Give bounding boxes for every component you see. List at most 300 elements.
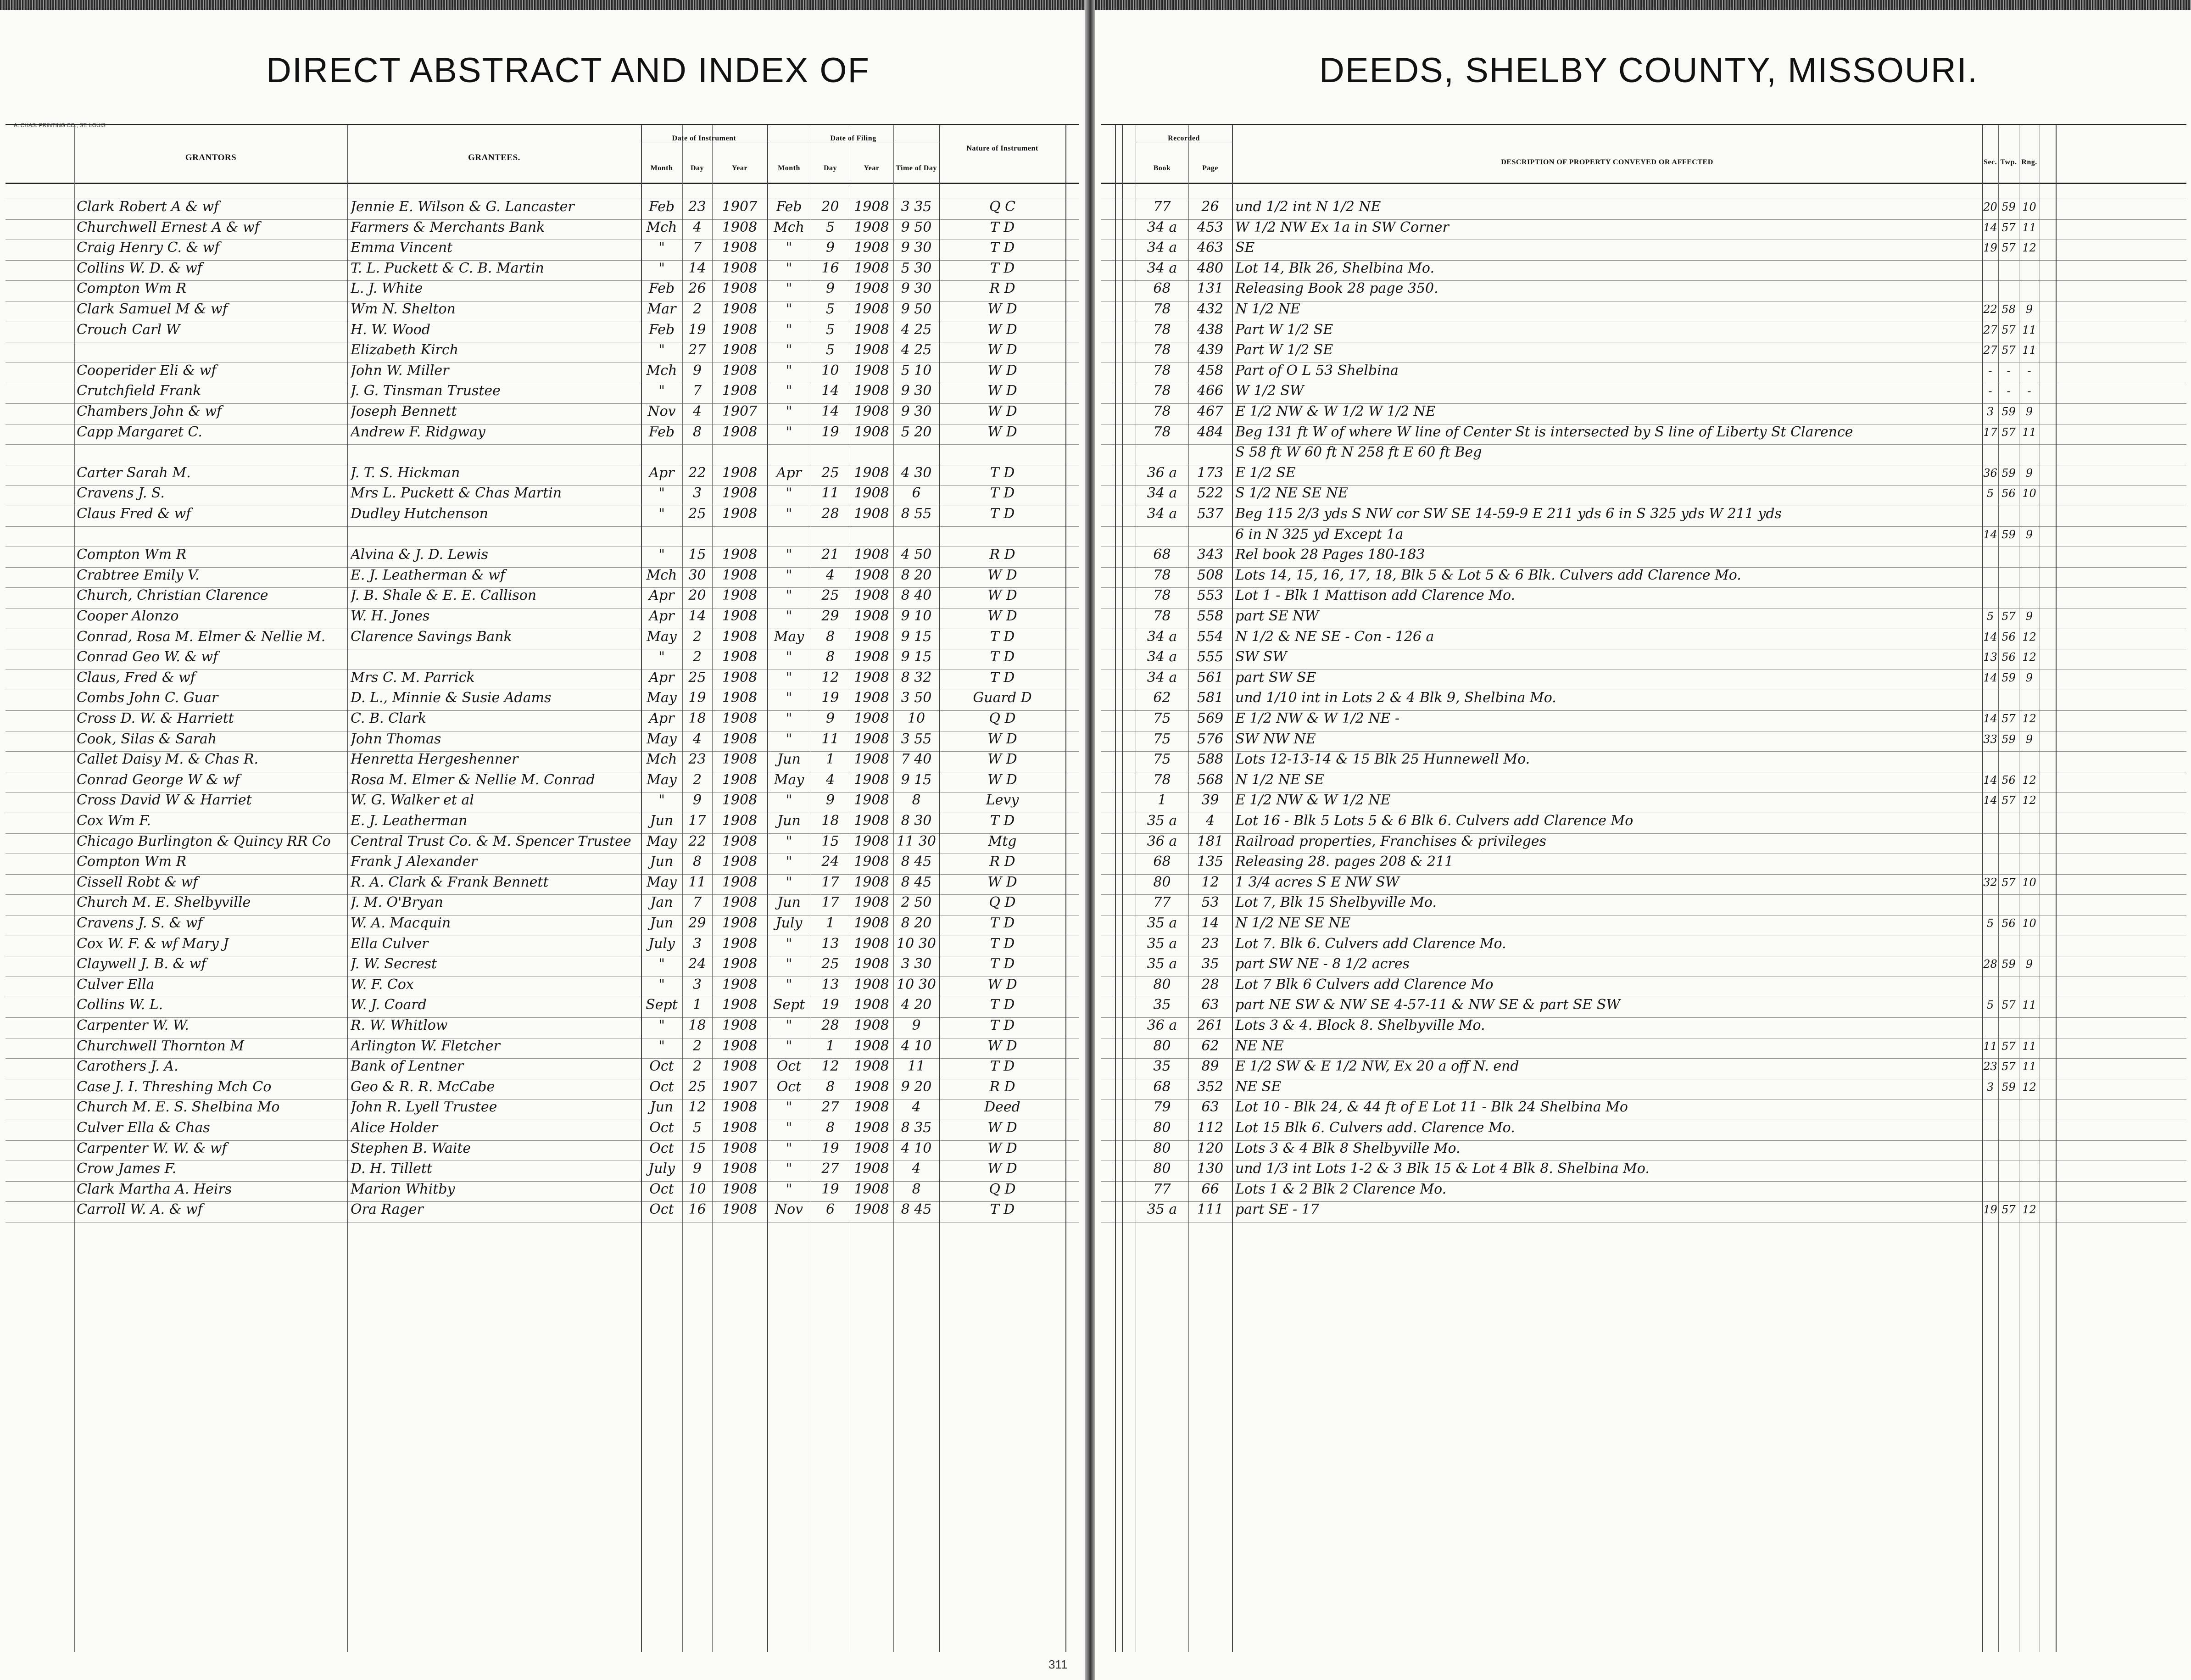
time-cell: 11 30	[897, 833, 936, 849]
inst-day-cell: 3	[692, 935, 702, 952]
file-year-cell: 1908	[854, 813, 889, 829]
description-cell: E 1/2 SE	[1235, 464, 1296, 481]
file-day-cell	[811, 525, 850, 545]
rng-cell: 12	[2022, 1203, 2036, 1217]
inst-day-cell: 22	[688, 464, 706, 481]
file-year-cell: 1908	[854, 935, 889, 952]
rng-cell: 9	[2025, 405, 2033, 418]
grantee-cell: Farmers & Merchants Bank	[351, 219, 545, 235]
time-cell: 8 20	[901, 567, 932, 583]
nature-cell: T D	[990, 1058, 1015, 1075]
file-day-cell: 17	[821, 894, 839, 911]
file-month-cell: "	[786, 669, 792, 686]
grantor-cell: Church M. E. S. Shelbina Mo	[77, 1099, 280, 1116]
inst-day-cell: 15	[688, 1140, 706, 1156]
inst-month-cell: Jan	[650, 894, 673, 911]
page-cell: 120	[1197, 1140, 1224, 1156]
rng-cell: 12	[2022, 1080, 2036, 1094]
file-day-cell: 8	[825, 1078, 835, 1095]
nature-cell: T D	[990, 1017, 1015, 1033]
book-cell: 68	[1153, 1078, 1171, 1095]
file-day-cell: 9	[825, 792, 835, 809]
grantee-cell: L. J. White	[351, 280, 423, 297]
sec-cell	[1982, 1139, 1998, 1159]
page-cell: 39	[1201, 792, 1219, 809]
page-cell	[1188, 525, 1232, 545]
file-month-cell: Jun	[777, 813, 801, 829]
inst-day-cell: 9	[692, 362, 702, 379]
ledger-grid-left	[6, 124, 1079, 1652]
file-day-cell: 12	[821, 669, 839, 686]
sec-cell: 14	[1983, 794, 1997, 807]
file-year-cell: 1908	[854, 956, 889, 972]
inst-day-cell: 8	[692, 424, 702, 440]
inst-year-cell: 1908	[722, 506, 758, 522]
nature-cell: T D	[990, 240, 1015, 256]
book-cell: 36 a	[1147, 833, 1177, 849]
inst-year-cell: 1908	[722, 1201, 758, 1218]
file-month-cell: "	[786, 1017, 792, 1033]
time-cell: 8 32	[901, 669, 932, 686]
inst-month-cell: July	[648, 935, 675, 952]
inst-day-cell: 3	[692, 485, 702, 502]
grantee-cell: Ora Rager	[351, 1201, 424, 1218]
file-month-cell: July	[775, 915, 803, 931]
book-cell: 77	[1153, 199, 1171, 215]
inst-month-cell: "	[658, 649, 665, 665]
file-day-header: Day	[823, 164, 837, 172]
file-year-cell: 1908	[854, 587, 889, 604]
file-month-cell: "	[786, 1181, 792, 1197]
file-day-cell: 13	[821, 935, 839, 952]
inst-month-cell: Nov	[647, 403, 676, 419]
grantee-cell: Jennie E. Wilson & G. Lancaster	[351, 199, 574, 215]
inst-year-cell: 1908	[722, 342, 758, 358]
file-year-cell: 1908	[854, 403, 889, 419]
file-year-cell: 1908	[854, 771, 889, 788]
nature-cell: W D	[987, 424, 1017, 440]
file-year-cell: 1908	[854, 997, 889, 1013]
rng-cell: 12	[2022, 241, 2036, 255]
rng-cell: 9	[2025, 303, 2033, 316]
grantor-cell: Churchwell Thornton M	[77, 1038, 244, 1054]
book-cell: 78	[1153, 587, 1171, 604]
file-day-cell: 19	[821, 424, 839, 440]
grantee-cell: W. J. Coard	[351, 997, 427, 1013]
ledger-grid-right	[1101, 124, 2186, 1652]
time-cell: 5 30	[901, 260, 932, 276]
page-cell: 453	[1197, 219, 1224, 235]
file-day-cell: 20	[821, 199, 839, 215]
nature-cell: R D	[989, 280, 1015, 297]
twp-cell	[1998, 1118, 2019, 1138]
file-day-cell: 15	[821, 833, 839, 849]
nature-cell: W D	[987, 771, 1017, 788]
description-cell: Releasing Book 28 page 350.	[1235, 280, 1438, 297]
file-day-cell: 25	[821, 956, 839, 972]
book-cell: 34 a	[1147, 240, 1177, 256]
page-cell: 343	[1197, 547, 1224, 563]
file-month-cell: "	[786, 976, 792, 993]
book-cell: 35 a	[1147, 956, 1177, 972]
description-cell: Part of O L 53 Shelbina	[1235, 362, 1399, 379]
column-rule	[1232, 125, 1233, 1652]
sec-cell: 14	[1983, 221, 1997, 234]
grantors-header: GRANTORS	[185, 153, 237, 162]
grantee-cell: E. J. Leatherman & wf	[351, 567, 505, 583]
page-cell: 12	[1201, 874, 1219, 890]
grantor-cell: Conrad, Rosa M. Elmer & Nellie M.	[77, 628, 326, 645]
file-day-cell: 25	[821, 587, 839, 604]
file-month-cell: "	[786, 792, 792, 809]
book-cell: 75	[1153, 751, 1171, 768]
book-cell: 80	[1153, 976, 1171, 993]
inst-year-cell: 1908	[722, 1120, 758, 1136]
twp-cell	[1998, 852, 2019, 872]
rng-cell	[2019, 586, 2040, 606]
inst-year-cell: 1908	[722, 1038, 758, 1054]
twp-cell: 57	[2001, 999, 2016, 1012]
book-cell: 80	[1153, 1161, 1171, 1177]
grantee-cell: Wm N. Shelton	[351, 301, 456, 317]
rng-cell	[2019, 1179, 2040, 1200]
twp-cell	[1998, 565, 2019, 586]
grantor-cell: Crutchfield Frank	[77, 383, 201, 399]
grantee-cell: D. H. Tillett	[351, 1161, 432, 1177]
page-cell: 458	[1197, 362, 1224, 379]
page-cell: 561	[1197, 669, 1224, 686]
sec-cell	[1982, 442, 1998, 463]
file-year-cell: 1908	[854, 915, 889, 931]
description-cell: und 1/3 int Lots 1-2 & 3 Blk 15 & Lot 4 Blk 8. Shelbina Mo.	[1235, 1161, 1650, 1177]
grantor-cell: Church, Christian Clarence	[77, 587, 268, 604]
page-cell: 484	[1197, 424, 1224, 440]
sec-cell: 32	[1983, 876, 1997, 889]
page-cell: 438	[1197, 321, 1224, 338]
grantor-cell: Cross D. W. & Harriett	[77, 710, 234, 726]
rng-cell: 9	[2025, 610, 2033, 623]
twp-cell: 59	[2001, 405, 2016, 418]
page-title-right: DEEDS, SHELBY COUNTY, MISSOURI.	[1319, 51, 1978, 90]
time-cell: 11	[907, 1058, 925, 1075]
file-month-cell: Nov	[775, 1201, 803, 1218]
grantor-cell: Cook, Silas & Sarah	[77, 731, 217, 747]
grantee-cell: Central Trust Co. & M. Spencer Trustee	[351, 833, 631, 849]
time-cell: 3 35	[901, 199, 932, 215]
description-cell: Rel book 28 Pages 180-183	[1235, 547, 1425, 563]
inst-month-cell: Jun	[650, 813, 674, 829]
file-month-cell: Oct	[776, 1058, 802, 1075]
book-cell: 78	[1153, 321, 1171, 338]
file-month-cell: Mch	[774, 219, 804, 235]
book-cell: 36 a	[1147, 464, 1177, 481]
inst-day-cell: 18	[688, 710, 706, 726]
nature-cell: W D	[987, 362, 1017, 379]
file-month-cell: Apr	[776, 464, 802, 481]
grantor-cell: Crabtree Emily V.	[77, 567, 200, 583]
time-cell	[893, 525, 939, 545]
time-header: Time of Day	[896, 164, 937, 172]
file-year-cell: 1908	[854, 1201, 889, 1218]
grantor-cell: Compton Wm R	[77, 280, 187, 297]
rng-cell	[2019, 565, 2040, 586]
file-day-cell: 1	[825, 915, 835, 931]
file-day-cell: 6	[825, 1201, 835, 1218]
file-day-cell: 5	[825, 219, 835, 235]
nature-cell: W D	[987, 608, 1017, 624]
grantor-cell	[77, 340, 347, 360]
page-cell: 576	[1197, 731, 1224, 747]
book-cell: 79	[1153, 1099, 1171, 1116]
inst-year-cell: 1908	[722, 240, 758, 256]
grantor-cell: Cravens J. S.	[77, 485, 165, 502]
page-cell: 467	[1197, 403, 1224, 419]
inst-year-cell: 1908	[722, 464, 758, 481]
grantor-cell: Conrad Geo W. & wf	[77, 649, 218, 665]
twp-cell	[1998, 279, 2019, 299]
file-year-cell: 1908	[854, 1058, 889, 1075]
book-cell: 35 a	[1147, 1201, 1177, 1218]
description-cell: part SE NW	[1235, 608, 1319, 624]
inst-day-cell: 4	[692, 731, 702, 747]
file-month-cell: "	[786, 321, 792, 338]
sec-cell	[1982, 565, 1998, 586]
sec-cell	[1982, 545, 1998, 565]
inst-year-cell: 1907	[722, 403, 758, 419]
sec-cell: 11	[1983, 1039, 1997, 1053]
rng-cell	[2019, 1118, 2040, 1138]
rng-cell	[2019, 442, 2040, 463]
nature-cell: T D	[990, 260, 1015, 276]
sec-cell: 27	[1983, 344, 1997, 357]
description-cell: Lot 7. Blk 6. Culvers add Clarence Mo.	[1235, 935, 1506, 952]
grantee-cell: Marion Whitby	[351, 1181, 455, 1197]
time-cell: 8	[912, 792, 921, 809]
twp-cell	[1998, 1097, 2019, 1117]
printer-imprint: A. CHAS. PRINTING CO., ST. LOUIS	[14, 122, 106, 128]
nature-cell	[939, 525, 1065, 545]
inst-month-cell: Apr	[649, 608, 675, 624]
inst-day-header: Day	[690, 164, 704, 172]
inst-year-cell	[712, 442, 767, 463]
grantee-cell: J. G. Tinsman Trustee	[351, 383, 501, 399]
sec-cell	[1982, 811, 1998, 831]
twp-cell: 57	[2001, 1039, 2016, 1053]
time-cell: 9 15	[901, 628, 932, 645]
file-month-cell: "	[786, 383, 792, 399]
file-day-cell: 27	[821, 1161, 839, 1177]
time-cell: 8 35	[901, 1120, 932, 1136]
page-cell: 63	[1201, 997, 1219, 1013]
rng-cell: 9	[2025, 528, 2033, 541]
grantor-cell: Churchwell Ernest A & wf	[77, 219, 260, 235]
page-cell: 28	[1201, 976, 1219, 993]
inst-day-cell: 1	[692, 997, 702, 1013]
file-month-cell: "	[786, 342, 792, 358]
file-day-cell: 19	[821, 690, 839, 706]
inst-day-cell: 17	[688, 813, 706, 829]
file-year-cell: 1908	[854, 506, 889, 522]
sec-cell	[1982, 258, 1998, 279]
twp-cell: 56	[2001, 917, 2016, 930]
book-cell: 34 a	[1147, 506, 1177, 522]
description-cell: Releasing 28. pages 208 & 211	[1235, 854, 1454, 870]
grantee-cell: W. G. Walker et al	[351, 792, 474, 809]
book-cell: 80	[1153, 874, 1171, 890]
file-month-cell	[767, 442, 811, 463]
book-cell: 68	[1153, 854, 1171, 870]
file-day-cell: 5	[825, 342, 835, 358]
inst-month-cell: Sept	[646, 997, 678, 1013]
page-cell: 26	[1201, 199, 1219, 215]
grantor-cell: Claus, Fred & wf	[77, 669, 195, 686]
grantee-cell: Henretta Hergeshenner	[351, 751, 518, 768]
file-day-cell: 11	[821, 485, 839, 502]
description-cell: Lot 10 - Blk 24, & 44 ft of E Lot 11 - Blk 24 Shelbina Mo	[1235, 1099, 1628, 1116]
twp-cell	[1998, 1159, 2019, 1179]
inst-month-cell: Mch	[646, 567, 677, 583]
rng-cell	[2019, 852, 2040, 872]
nature-cell: W D	[987, 403, 1017, 419]
grantee-cell: R. A. Clark & Frank Bennett	[351, 874, 549, 890]
time-cell: 6	[912, 485, 921, 502]
page-cell: 35	[1201, 956, 1219, 972]
twp-cell: -	[2007, 385, 2011, 398]
file-day-cell: 4	[825, 567, 835, 583]
file-day-cell: 9	[825, 280, 835, 297]
grantee-cell: Ella Culver	[351, 935, 429, 952]
file-year-cell: 1908	[854, 464, 889, 481]
book-cell	[1136, 525, 1188, 545]
book-cell: 34 a	[1147, 260, 1177, 276]
description-cell: Beg 115 2/3 yds S NW cor SW SE 14-59-9 E 211 yds 6 in S 325 yds W 211 yds	[1235, 506, 1782, 522]
inst-month-cell: "	[658, 485, 665, 502]
inst-day-cell: 14	[688, 260, 706, 276]
inst-month-cell: Mch	[646, 751, 677, 768]
nature-cell: W D	[987, 874, 1017, 890]
inst-year-cell: 1908	[722, 1099, 758, 1116]
file-month-cell: "	[786, 956, 792, 972]
grantee-cell: J. M. O'Bryan	[351, 894, 443, 911]
nature-header: Nature of Instrument	[966, 145, 1038, 152]
inst-month-cell: "	[658, 260, 665, 276]
time-cell: 9 15	[901, 649, 932, 665]
nature-cell: R D	[989, 547, 1015, 563]
inst-day-cell: 23	[688, 199, 706, 215]
inst-month-cell: Feb	[648, 424, 675, 440]
grantee-cell: E. J. Leatherman	[351, 813, 468, 829]
page-edge	[1090, 0, 2191, 10]
sec-cell: 20	[1983, 201, 1997, 213]
file-month-cell: Jun	[777, 751, 801, 768]
grantor-cell: Clark Martha A. Heirs	[77, 1181, 232, 1197]
description-cell: NE SE	[1235, 1078, 1282, 1095]
book-cell: 80	[1153, 1140, 1171, 1156]
inst-year-cell: 1908	[722, 1140, 758, 1156]
inst-year-header: Year	[732, 164, 747, 172]
nature-cell: Q D	[989, 1181, 1016, 1197]
file-month-cell: "	[786, 608, 792, 624]
twp-cell: 58	[2001, 303, 2016, 316]
page-cell: 522	[1197, 485, 1224, 502]
inst-month-cell: Apr	[649, 710, 675, 726]
inst-month-cell: July	[648, 1161, 675, 1177]
grantee-cell: Clarence Savings Bank	[351, 628, 512, 645]
file-year-cell: 1908	[854, 1038, 889, 1054]
book-cell: 35 a	[1147, 813, 1177, 829]
description-cell: N 1/2 & NE SE - Con - 126 a	[1235, 628, 1434, 645]
grantee-cell: H. W. Wood	[351, 321, 431, 338]
inst-day-cell: 2	[692, 1058, 702, 1075]
inst-day-cell: 2	[692, 771, 702, 788]
page-cell: 66	[1201, 1181, 1219, 1197]
page-cell: 352	[1197, 1078, 1224, 1095]
rng-cell: 11	[2022, 425, 2036, 439]
inst-day-cell: 12	[688, 1099, 706, 1116]
file-month-cell: "	[786, 1038, 792, 1054]
time-cell	[893, 442, 939, 463]
grantor-cell: Carroll W. A. & wf	[77, 1201, 203, 1218]
nature-cell: T D	[990, 956, 1015, 972]
file-day-cell: 13	[821, 976, 839, 993]
nature-cell: T D	[990, 669, 1015, 686]
file-month-cell: "	[786, 1099, 792, 1116]
description-cell: N 1/2 NE SE NE	[1235, 915, 1351, 931]
file-day-cell: 17	[821, 874, 839, 890]
description-cell: Railroad properties, Franchises & privileges	[1235, 833, 1546, 849]
page-cell: 181	[1197, 833, 1224, 849]
inst-year-cell: 1908	[722, 280, 758, 297]
column-rule	[1122, 125, 1123, 1652]
column-rule	[1065, 125, 1066, 1652]
book-cell: 35	[1153, 1058, 1171, 1075]
time-cell: 8 30	[901, 813, 932, 829]
twp-cell: 57	[2001, 794, 2016, 807]
description-cell: 1 3/4 acres S E NW SW	[1235, 874, 1399, 890]
file-day-cell: 18	[821, 813, 839, 829]
inst-month-cell: Oct	[649, 1058, 674, 1075]
time-cell: 4	[912, 1161, 921, 1177]
inst-year-cell: 1908	[722, 301, 758, 317]
sec-cell: 3	[1986, 1080, 1994, 1094]
book-cell: 62	[1153, 690, 1171, 706]
grantee-cell: D. L., Minnie & Susie Adams	[351, 690, 552, 706]
inst-month-cell: Oct	[649, 1181, 674, 1197]
grantee-cell: John R. Lyell Trustee	[351, 1099, 497, 1116]
inst-month-cell: Jun	[650, 1099, 674, 1116]
file-year-cell: 1908	[854, 894, 889, 911]
twp-cell: 57	[2001, 221, 2016, 234]
twp-cell: 57	[2001, 241, 2016, 255]
book-cell: 75	[1153, 710, 1171, 726]
rng-cell	[2019, 504, 2040, 524]
nature-cell: W D	[987, 342, 1017, 358]
grantor-cell: Capp Margaret C.	[77, 424, 202, 440]
nature-cell: W D	[987, 321, 1017, 338]
page-cell: 173	[1197, 464, 1224, 481]
page-header: Page	[1202, 164, 1218, 172]
file-day-cell: 4	[825, 771, 835, 788]
grantee-cell: Andrew F. Ridgway	[351, 424, 485, 440]
inst-year-cell: 1908	[722, 690, 758, 706]
sec-cell	[1982, 1016, 1998, 1036]
column-rule	[2056, 125, 2057, 1652]
grantee-cell: Arlington W. Fletcher	[351, 1038, 500, 1054]
page-cell: 553	[1197, 587, 1224, 604]
inst-day-cell: 7	[692, 894, 702, 911]
page-edge	[0, 0, 1090, 10]
nature-cell: T D	[990, 813, 1015, 829]
